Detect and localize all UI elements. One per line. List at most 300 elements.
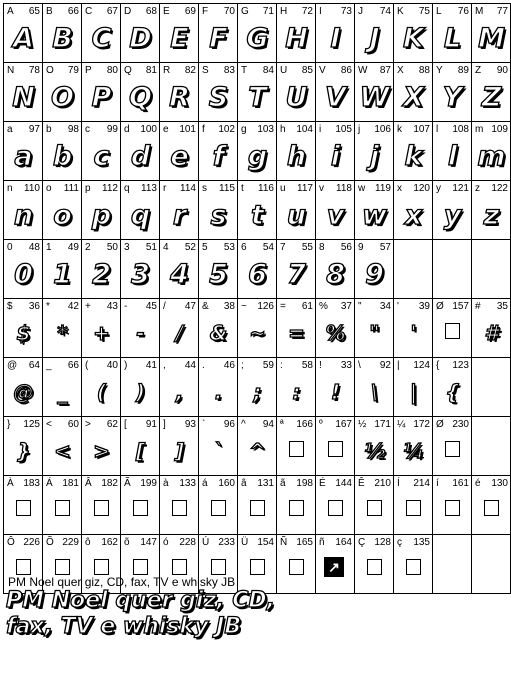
glyph-cell [316, 535, 355, 594]
glyph-sample: 1 [53, 258, 71, 290]
missing-glyph-box [328, 500, 343, 516]
glyph-cell [316, 417, 355, 476]
glyph-caption [397, 6, 430, 17]
glyph-cell [160, 4, 199, 63]
glyph-cell [121, 4, 160, 63]
glyph-cell [394, 476, 433, 535]
glyph-code-label: 119 [375, 183, 391, 194]
glyph-sample: V [325, 81, 345, 113]
glyph-code-label: 89 [457, 65, 469, 76]
glyph-sample: F [209, 22, 227, 54]
glyph-cell [4, 4, 43, 63]
glyph-caption [202, 6, 235, 17]
black-glyph-box: ↗ [324, 557, 344, 577]
glyph-code-label: 74 [379, 6, 391, 17]
glyph-caption [436, 360, 469, 371]
glyph-code-label: 81 [145, 65, 157, 76]
glyph-char-label: Y [436, 65, 443, 76]
glyph-caption [280, 537, 313, 548]
glyph-code-label: 77 [496, 6, 508, 17]
glyph-cell [43, 358, 82, 417]
glyph-sample: 4 [170, 258, 188, 290]
glyph-char-label: Ê [358, 478, 365, 489]
glyph-cell [355, 417, 394, 476]
glyph-code-label: 172 [413, 419, 430, 430]
glyph-cell [121, 181, 160, 240]
glyph-cell [82, 181, 121, 240]
glyph-cell [43, 299, 82, 358]
glyph-caption [163, 183, 196, 194]
glyph-code-label: 35 [496, 301, 508, 312]
glyph-caption [358, 537, 391, 548]
glyph-cell [199, 476, 238, 535]
glyph-char-label: â [241, 478, 247, 489]
glyph-code-label: 34 [379, 301, 391, 312]
glyph-sample: - [136, 321, 144, 345]
glyph-char-label: _ [46, 360, 52, 371]
glyph-char-label: I [319, 6, 322, 17]
glyph-code-label: 154 [257, 537, 274, 548]
glyph-sample: S [208, 81, 228, 113]
glyph-caption [85, 478, 118, 489]
glyph-code-label: 107 [413, 124, 430, 135]
glyph-caption [124, 360, 157, 371]
glyph-code-label: 166 [296, 419, 313, 430]
glyph-cell [472, 299, 511, 358]
glyph-cell [472, 240, 511, 299]
glyph-char-label: } [7, 419, 11, 430]
glyph-caption [241, 65, 274, 76]
glyph-caption [475, 183, 508, 194]
glyph-char-label: i [319, 124, 322, 135]
glyph-cell [82, 417, 121, 476]
glyph-cell [355, 535, 394, 594]
glyph-code-label: 65 [28, 6, 40, 17]
glyph-cell [238, 358, 277, 417]
glyph-code-label: 182 [101, 478, 118, 489]
glyph-cell [277, 358, 316, 417]
glyph-caption [436, 183, 469, 194]
glyph-cell [199, 240, 238, 299]
glyph-char-label: ã [280, 478, 286, 489]
glyph-sample: H [285, 22, 307, 54]
glyph-code-label: 78 [28, 65, 40, 76]
glyph-caption [475, 301, 508, 312]
glyph-char-label: P [85, 65, 92, 76]
glyph-char-label: A [7, 6, 14, 17]
glyph-cell [394, 535, 433, 594]
glyph-sample: Z [481, 81, 501, 113]
glyph-char-label: m [475, 124, 484, 135]
glyph-sample: n [13, 199, 33, 231]
glyph-code-label: 229 [62, 537, 79, 548]
missing-glyph-box [445, 441, 460, 457]
glyph-code-label: 62 [106, 419, 118, 430]
glyph-char-label: ) [124, 360, 128, 371]
glyph-caption [241, 6, 274, 17]
glyph-char-label: o [46, 183, 52, 194]
glyph-sample: m [477, 140, 505, 172]
glyph-caption [7, 478, 40, 489]
glyph-char-label: ` [202, 419, 206, 430]
glyph-char-label: F [202, 6, 209, 17]
missing-glyph-box [16, 500, 31, 516]
missing-glyph-box [211, 559, 226, 575]
glyph-code-label: 133 [179, 478, 196, 489]
glyph-code-label: 126 [257, 301, 274, 312]
glyph-caption [436, 301, 469, 312]
glyph-code-label: 120 [413, 183, 430, 194]
glyph-cell [316, 240, 355, 299]
glyph-code-label: 82 [184, 65, 196, 76]
glyph-caption [319, 183, 352, 194]
glyph-caption [85, 242, 118, 253]
glyph-char-label: { [436, 360, 440, 371]
glyph-caption [319, 360, 352, 371]
glyph-cell [355, 476, 394, 535]
glyph-cell [199, 299, 238, 358]
glyph-char-label: 3 [124, 242, 130, 253]
glyph-cell [277, 476, 316, 535]
glyph-cell [43, 240, 82, 299]
glyph-char-label: p [85, 183, 91, 194]
glyph-code-label: 228 [179, 537, 196, 548]
glyph-code-label: 40 [106, 360, 118, 371]
glyph-cell [4, 299, 43, 358]
glyph-char-label: ¼ [397, 419, 406, 430]
glyph-caption [46, 419, 79, 430]
glyph-caption [358, 65, 391, 76]
glyph-char-label: l [436, 124, 439, 135]
glyph-caption [280, 419, 313, 430]
glyph-cell [238, 63, 277, 122]
glyph-char-label: 9 [358, 242, 364, 253]
grid-row [4, 181, 511, 240]
missing-glyph-box [250, 500, 265, 516]
glyph-code-label: 198 [296, 478, 313, 489]
glyph-sample: @ [13, 380, 33, 404]
glyph-caption [436, 6, 469, 17]
glyph-cell [82, 122, 121, 181]
glyph-cell [316, 358, 355, 417]
missing-glyph-box [289, 500, 304, 516]
glyph-caption [241, 124, 274, 135]
missing-glyph-box [94, 500, 109, 516]
glyph-code-label: 91 [145, 419, 157, 430]
glyph-code-label: 47 [184, 301, 196, 312]
glyph-sample: h [286, 140, 306, 172]
glyph-char-label: k [397, 124, 402, 135]
glyph-cell [277, 4, 316, 63]
glyph-code-label: 54 [262, 242, 274, 253]
glyph-char-label: Ô [7, 537, 15, 548]
glyph-cell [355, 240, 394, 299]
glyph-cell [160, 417, 199, 476]
glyph-sample: g [247, 140, 267, 172]
missing-glyph-box [445, 323, 460, 339]
glyph-caption [85, 124, 118, 135]
glyph-code-label: 214 [413, 478, 430, 489]
glyph-cell [4, 240, 43, 299]
glyph-cell [4, 63, 43, 122]
glyph-caption [202, 360, 235, 371]
glyph-code-label: 124 [413, 360, 430, 371]
glyph-char-label: U [280, 65, 288, 76]
glyph-char-label: H [280, 6, 288, 17]
character-map-grid [3, 3, 511, 594]
glyph-cell [433, 417, 472, 476]
missing-glyph-box [406, 559, 421, 575]
missing-glyph-box [172, 559, 187, 575]
glyph-cell [472, 358, 511, 417]
glyph-caption [280, 478, 313, 489]
glyph-char-label: Ú [202, 537, 210, 548]
glyph-char-label: $ [7, 301, 13, 312]
glyph-sample: e [170, 140, 188, 172]
glyph-char-label: j [358, 124, 361, 135]
grid-row [4, 417, 511, 476]
glyph-cell [277, 181, 316, 240]
glyph-cell [355, 63, 394, 122]
glyph-cell [394, 240, 433, 299]
glyph-char-label: n [7, 183, 13, 194]
glyph-cell [433, 299, 472, 358]
glyph-caption [85, 360, 118, 371]
glyph-code-label: 66 [67, 360, 79, 371]
glyph-sample: 2 [92, 258, 110, 290]
glyph-caption [7, 301, 40, 312]
glyph-sample: 6 [248, 258, 266, 290]
glyph-char-label: À [7, 478, 14, 489]
glyph-code-label: 92 [379, 360, 391, 371]
glyph-cell [160, 181, 199, 240]
glyph-caption [358, 242, 391, 253]
glyph-code-label: 99 [106, 124, 118, 135]
glyph-code-label: 105 [335, 124, 352, 135]
glyph-sample: ` [213, 439, 223, 463]
glyph-code-label: 42 [67, 301, 79, 312]
glyph-sample: j [369, 140, 379, 172]
glyph-cell [43, 63, 82, 122]
glyph-cell [121, 299, 160, 358]
glyph-sample: ~ [249, 321, 265, 345]
glyph-code-label: 112 [102, 183, 118, 194]
glyph-cell [433, 122, 472, 181]
glyph-caption [397, 478, 430, 489]
glyph-caption [436, 65, 469, 76]
glyph-char-label: 8 [319, 242, 325, 253]
glyph-caption [46, 183, 79, 194]
glyph-cell [238, 4, 277, 63]
glyph-caption [319, 65, 352, 76]
glyph-code-label: 167 [335, 419, 352, 430]
glyph-char-label: Ç [358, 537, 366, 548]
glyph-code-label: 51 [145, 242, 157, 253]
glyph-char-label: à [163, 478, 169, 489]
glyph-sample: x [404, 199, 422, 231]
glyph-caption [436, 419, 469, 430]
glyph-sample: : [292, 380, 300, 404]
glyph-caption [7, 537, 40, 548]
glyph-sample: ; [253, 380, 261, 404]
glyph-cell [394, 4, 433, 63]
glyph-char-label: , [163, 360, 166, 371]
glyph-caption [319, 124, 352, 135]
missing-glyph-box [289, 441, 304, 457]
glyph-char-label: D [124, 6, 132, 17]
glyph-caption [280, 360, 313, 371]
glyph-sample: f [212, 140, 224, 172]
glyph-cell [355, 181, 394, 240]
glyph-char-label: é [475, 478, 481, 489]
sample-caption: PM Noel quer giz, CD, fax, TV e whisky JB [8, 575, 236, 589]
glyph-code-label: 181 [62, 478, 79, 489]
glyph-code-label: 161 [452, 478, 469, 489]
glyph-char-label: | [397, 360, 400, 371]
glyph-caption [85, 537, 118, 548]
glyph-caption [358, 478, 391, 489]
glyph-char-label: ; [241, 360, 244, 371]
glyph-code-label: 72 [301, 6, 313, 17]
glyph-cell [355, 299, 394, 358]
glyph-char-label: Ø [436, 419, 444, 430]
glyph-char-label: e [163, 124, 169, 135]
glyph-caption [280, 301, 313, 312]
glyph-char-label: ^ [241, 419, 246, 430]
glyph-char-label: ] [163, 419, 166, 430]
glyph-code-label: 69 [184, 6, 196, 17]
glyph-cell [82, 476, 121, 535]
glyph-code-label: 123 [452, 360, 469, 371]
glyph-caption [475, 478, 508, 489]
glyph-sample: d [130, 140, 150, 172]
glyph-cell [82, 63, 121, 122]
glyph-code-label: 104 [296, 124, 313, 135]
glyph-cell [472, 476, 511, 535]
glyph-code-label: 183 [23, 478, 40, 489]
glyph-char-label: ô [85, 537, 91, 548]
glyph-code-label: 87 [379, 65, 391, 76]
glyph-char-label: / [163, 301, 166, 312]
glyph-code-label: 85 [301, 65, 313, 76]
glyph-code-label: 102 [218, 124, 235, 135]
glyph-char-label: h [280, 124, 286, 135]
glyph-cell [160, 358, 199, 417]
glyph-sample: 7 [287, 258, 305, 290]
glyph-char-label: * [46, 301, 50, 312]
glyph-cell [43, 4, 82, 63]
glyph-caption [163, 537, 196, 548]
glyph-sample: q [130, 199, 150, 231]
glyph-code-label: 71 [262, 6, 274, 17]
grid-row [4, 4, 511, 63]
glyph-cell [316, 299, 355, 358]
glyph-caption [163, 124, 196, 135]
glyph-code-label: 100 [140, 124, 157, 135]
glyph-sample: t [251, 199, 263, 231]
missing-glyph-box [55, 500, 70, 516]
glyph-code-label: 86 [340, 65, 352, 76]
glyph-caption [202, 301, 235, 312]
glyph-code-label: 199 [140, 478, 157, 489]
glyph-cell [199, 417, 238, 476]
glyph-code-label: 79 [67, 65, 79, 76]
glyph-sample: 0 [14, 258, 32, 290]
glyph-char-label: 7 [280, 242, 286, 253]
glyph-char-label: > [85, 419, 91, 430]
glyph-code-label: 111 [63, 183, 79, 194]
glyph-cell [4, 358, 43, 417]
glyph-char-label: b [46, 124, 52, 135]
glyph-caption [436, 124, 469, 135]
glyph-char-label: ~ [241, 301, 247, 312]
missing-glyph-box [445, 500, 460, 516]
glyph-char-label: M [475, 6, 484, 17]
glyph-caption [397, 65, 430, 76]
glyph-char-label: c [85, 124, 90, 135]
glyph-code-label: 171 [374, 419, 391, 430]
glyph-cell [43, 476, 82, 535]
glyph-caption [124, 65, 157, 76]
glyph-cell [277, 535, 316, 594]
glyph-char-label: S [202, 65, 209, 76]
glyph-cell [277, 240, 316, 299]
glyph-caption [319, 301, 352, 312]
glyph-caption [241, 183, 274, 194]
glyph-caption [7, 360, 40, 371]
glyph-char-label: N [7, 65, 15, 76]
glyph-cell [316, 476, 355, 535]
glyph-sample: , [175, 380, 183, 404]
glyph-cell [199, 358, 238, 417]
glyph-char-label: @ [7, 360, 18, 371]
glyph-cell [4, 181, 43, 240]
glyph-sample: M [478, 22, 504, 54]
glyph-char-label: ½ [358, 419, 367, 430]
glyph-caption [475, 65, 508, 76]
glyph-cell [121, 122, 160, 181]
glyph-char-label: Í [397, 478, 400, 489]
glyph-cell [394, 417, 433, 476]
glyph-code-label: 162 [101, 537, 118, 548]
glyph-code-label: 116 [258, 183, 274, 194]
sample-text-line-2: fax, TV e whisky JB [6, 614, 242, 639]
glyph-caption [85, 419, 118, 430]
glyph-sample: ) [135, 380, 145, 404]
glyph-code-label: 115 [219, 183, 235, 194]
glyph-sample: Q [129, 81, 151, 113]
glyph-caption [7, 6, 40, 17]
glyph-code-label: 94 [262, 419, 274, 430]
glyph-char-label: X [397, 65, 404, 76]
glyph-code-label: 233 [218, 537, 235, 548]
glyph-code-label: 66 [67, 6, 79, 17]
glyph-cell [433, 240, 472, 299]
missing-glyph-box [16, 559, 31, 575]
glyph-cell [238, 476, 277, 535]
glyph-caption [241, 537, 274, 548]
glyph-code-label: 121 [452, 183, 469, 194]
glyph-code-label: 64 [28, 360, 40, 371]
glyph-caption [163, 65, 196, 76]
glyph-code-label: 38 [223, 301, 235, 312]
glyph-char-label: : [280, 360, 283, 371]
glyph-code-label: 130 [491, 478, 508, 489]
glyph-sample: r [172, 199, 186, 231]
glyph-sample: + [93, 321, 109, 345]
glyph-sample: b [52, 140, 72, 172]
glyph-sample: J [369, 22, 379, 54]
